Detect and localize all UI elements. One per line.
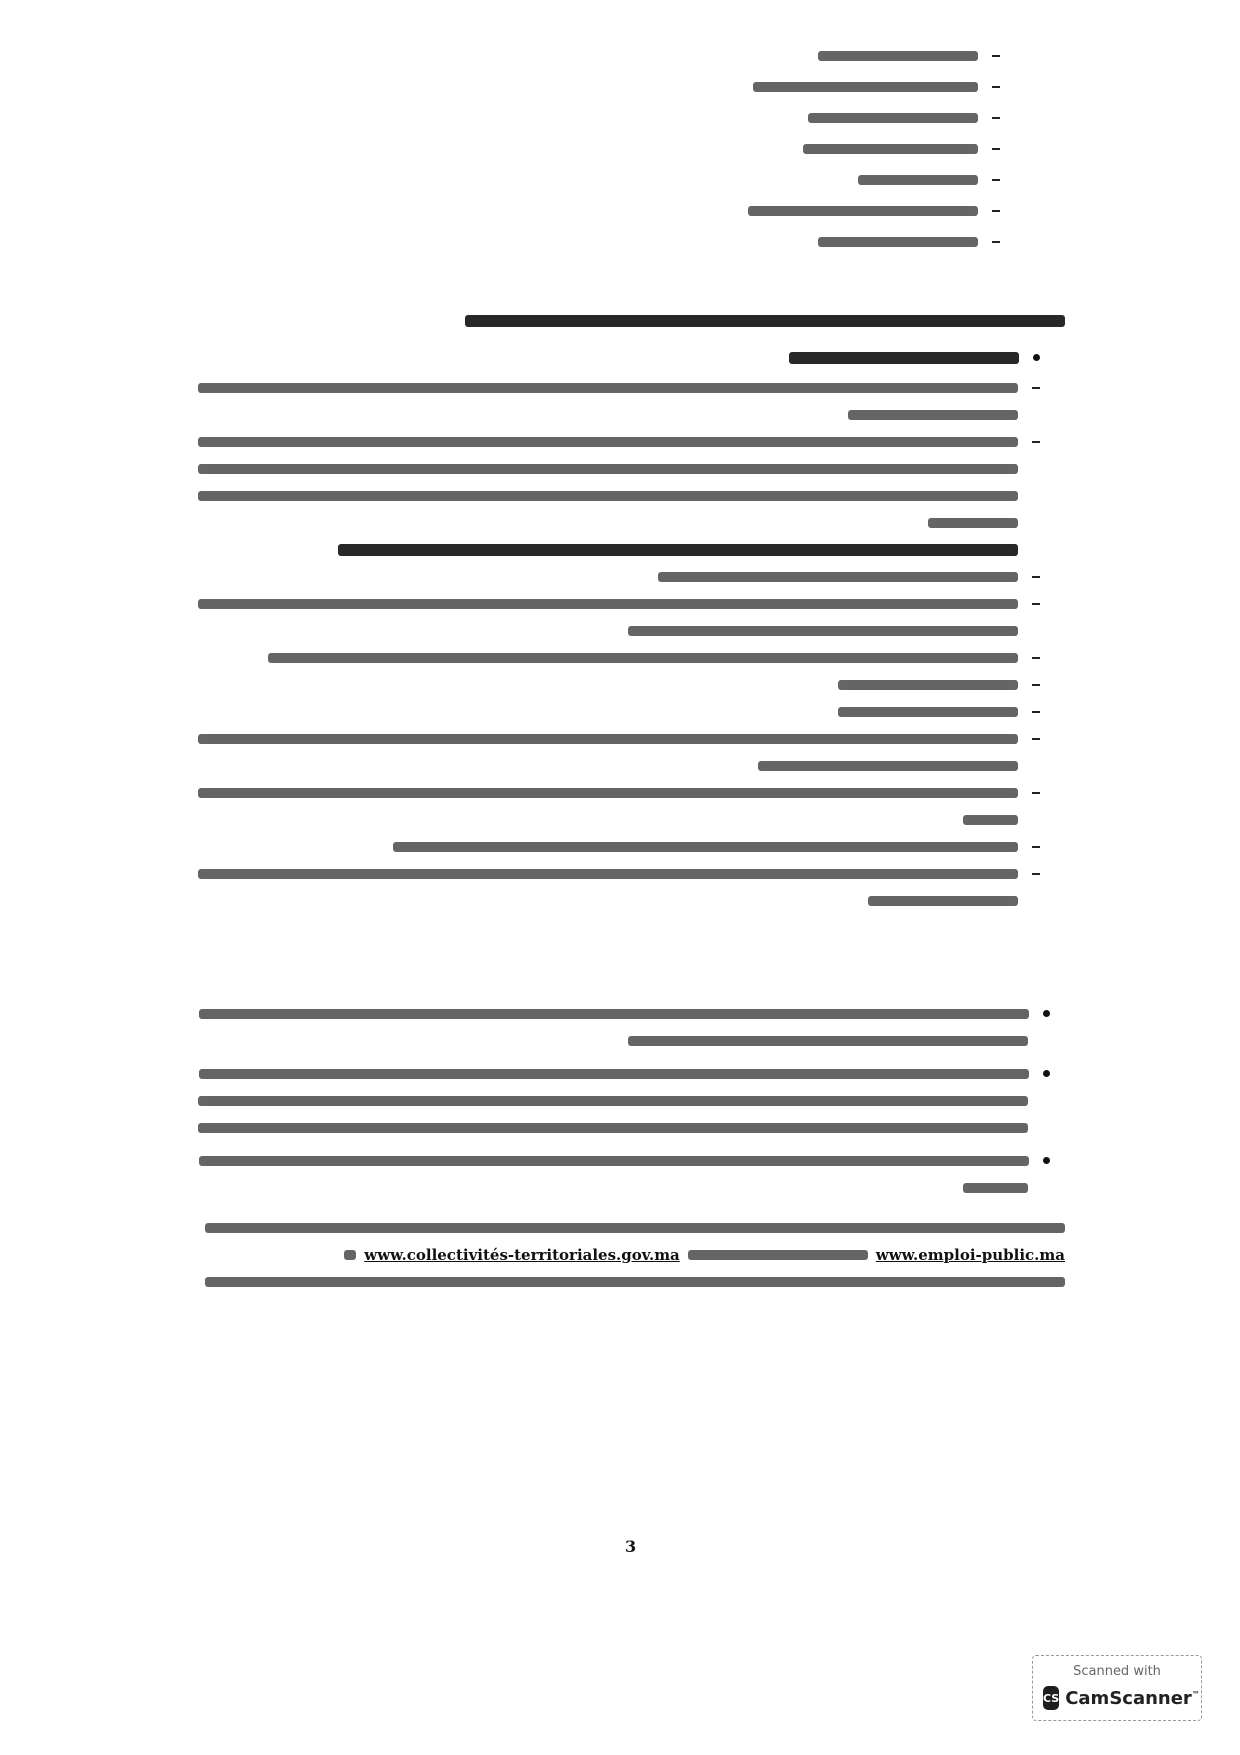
list-item: [198, 428, 1040, 536]
documents-heading: [789, 343, 1040, 372]
trademark-mark: ™: [1191, 1689, 1200, 1699]
camscanner-app-name: CamScanner: [1065, 1687, 1192, 1709]
camscanner-name: [1065, 1688, 1200, 1709]
publication-paragraph: [205, 1214, 1065, 1295]
documents-list: [198, 374, 1040, 914]
list-item: [198, 1000, 1050, 1054]
list-item: [198, 590, 1040, 644]
exclusion-notice: [465, 306, 1065, 335]
list-item: [700, 133, 1000, 164]
scanned-with-label: Scanned with: [1073, 1664, 1161, 1679]
list-item: [700, 164, 1000, 195]
list-item: [198, 536, 1040, 563]
list-item: [198, 1147, 1050, 1201]
list-item: [700, 102, 1000, 133]
list-item: [198, 671, 1040, 698]
emploi-public-url[interactable]: www.emploi-public.ma: [875, 1245, 1065, 1264]
notes-list: [198, 1000, 1050, 1201]
list-item: [198, 698, 1040, 725]
list-item: [198, 1060, 1050, 1141]
collectivites-url[interactable]: www.collectivités-territoriales.gov.ma: [364, 1245, 680, 1264]
list-item: [198, 833, 1040, 860]
list-item: [198, 374, 1040, 428]
list-item: [700, 195, 1000, 226]
list-item: [198, 644, 1040, 671]
municipality-list: [700, 40, 1000, 257]
list-item: [198, 563, 1040, 590]
list-item: [700, 40, 1000, 71]
list-item: [198, 860, 1040, 914]
page-number: 3: [625, 1537, 637, 1556]
list-item: [198, 779, 1040, 833]
list-item: [198, 725, 1040, 779]
list-item: [700, 71, 1000, 102]
camscanner-logo-icon: CS: [1043, 1686, 1059, 1710]
camscanner-watermark: [1032, 1655, 1202, 1721]
list-item: [700, 226, 1000, 257]
